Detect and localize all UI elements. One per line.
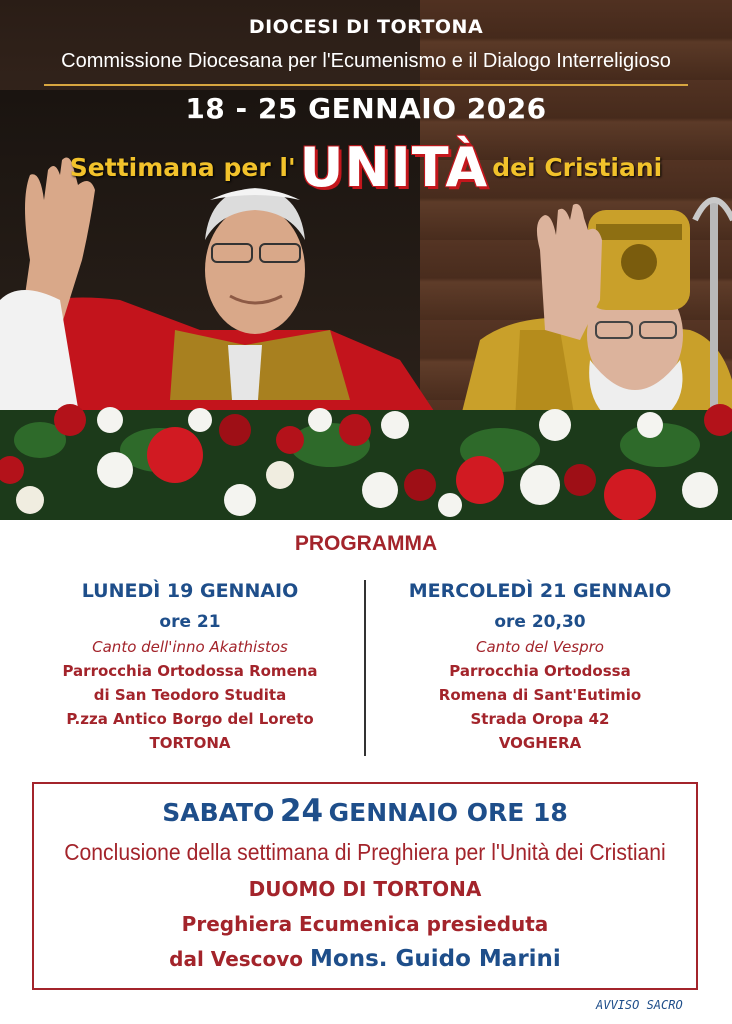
event-location-line: Parrocchia Ortodossa Romena [62,662,318,680]
bishop-name: Mons. Guido Marini [310,946,561,972]
closing-day-prefix: SABATO [162,798,275,827]
header-divider [44,84,688,86]
closing-day-suffix: GENNAIO ORE 18 [328,798,568,827]
event-monday [20,576,360,756]
event-location-line: di San Teodoro Studita [93,686,287,704]
event-location-line: Romena di Sant'Eutimio [438,686,642,704]
event-day: LUNEDÌ 19 GENNAIO [81,580,299,602]
title-unita: UNITÀ [299,135,489,199]
closing-date [34,790,696,832]
closing-place: DUOMO DI TORTONA [248,877,482,901]
event-location-city: TORTONA [149,734,231,752]
column-divider [364,580,366,756]
title-prefix: Settimana per l' [69,152,296,182]
footer-note: AVVISO SACRO [596,998,683,1012]
bishop-prefix: dal Vescovo [169,947,304,971]
commission-subtitle: Commissione Diocesana per l'Ecumenismo e il Dialogo Interreligioso [61,50,671,72]
event-location-line: Strada Oropa 42 [470,710,610,728]
event-location-line: Parrocchia Ortodossa [449,662,631,680]
event-time: ore 20,30 [494,612,586,632]
event-time: ore 21 [159,612,221,632]
event-dates: 18 - 25 GENNAIO 2026 [185,92,547,125]
closing-description: Conclusione della settimana di Preghiera per l'Unità dei Cristiani [64,839,666,865]
programma-heading: PROGRAMMA [294,532,438,555]
event-location-line: P.zza Antico Borgo del Loreto [66,710,314,728]
right-figure [460,200,732,430]
closing-day-number: 24 [279,793,324,829]
title-suffix: dei Cristiani [492,152,663,182]
event-day: MERCOLEDÌ 21 GENNAIO [408,580,672,602]
event-wednesday [370,576,710,756]
event-title: Canto del Vespro [476,638,604,656]
event-title: Canto dell'inno Akathistos [92,638,288,656]
closing-prayer: Preghiera Ecumenica presieduta [181,912,549,936]
event-location-city: VOGHERA [498,734,582,752]
main-title [0,132,732,202]
closing-event-box [32,782,698,990]
closing-bishop [34,942,696,978]
flower-garland [0,404,732,520]
diocese-title: DIOCESI DI TORTONA [248,16,484,38]
